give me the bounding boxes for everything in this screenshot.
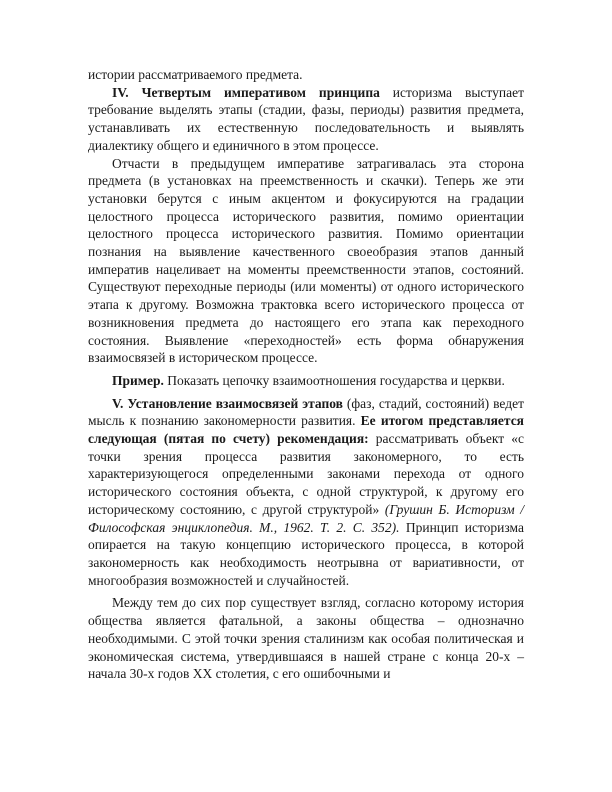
imperative-5-text: (фаз, стадий, состояний) ведет мысль к познанию закономерности развития.: [88, 395, 525, 429]
example-text: Показать цепочку взаимоотношения государства и церкви.: [163, 372, 505, 388]
imperative-4-heading: IV. Четвертым императивом принципа: [112, 84, 380, 100]
recommendation-heading: Ее итогом представляется следующая (пятая по счету) рекомендация:: [88, 413, 524, 447]
recommendation-text: рассматривать объект «с точки зрения процесса развития закономерного, то есть характеризующегося определенными законами перехода от одного исторического состояния объекта, с одной структурой, к другому его историческому состоянию, с другой структурой»: [88, 431, 524, 517]
document-page: [88, 66, 524, 683]
paragraph-fatalism: Между тем до сих пор существует взгляд, согласно которому история общества является фатальной, а законы общества – однозначно необходимыми. С этой точки зрения сталинизм как особая политическая и экономическая система, утвердившаяся в нашей стране с конца 20-х – начала 30-х годов XX столетия, с его ошибочными и: [88, 595, 524, 682]
imperative-4-text: историзма выступает требование выделять этапы (стадии, фазы, периоды) развития предмета, устанавливать их естественную последовательность и выявлять диалектику общего и единичного в этом процессе.: [88, 84, 525, 153]
paragraph-transitions: Отчасти в предыдущем императиве затрагивалась эта сторона предмета (в установках на преемственность и скачки). Теперь же эти установки берутся с иным акцентом и фокусируются на градации целостного процесса исторического развития, помимо ориентации целостного процесса исторического развития. Помимо ориентации познания на выявление качественного своеобразия этапов данный императив нацеливает на моменты преемственности этапов, состояний. Существуют переходные периоды (или моменты) от одного исторического этапа к другому. Возможна трактовка всего исторического процесса от возникновения предмета до настоящего его этапа как переходного состояния. Выявление «переходностей» есть форма обнаружения взаимосвязей в историческом процессе.: [88, 155, 524, 366]
example-label: Пример.: [112, 372, 164, 388]
citation: (Грушин Б. Историзм / Философская энциклопедия. М., 1962. Т. 2. С. 352).: [88, 501, 524, 535]
paragraph-imperative-4: [88, 84, 524, 155]
paragraph-imperative-5: [88, 395, 524, 590]
historicism-text: Принцип историзма опирается на такую концепцию исторического процесса, в которой закономерность как необходимость неотрывна от вариативности, от многообразия возможностей и случайностей.: [88, 519, 524, 588]
paragraph-continuation: истории рассматриваемого предмета.: [88, 67, 303, 82]
imperative-5-heading: V. Установление взаимосвязей этапов: [112, 395, 343, 411]
paragraph-example: [88, 372, 524, 390]
